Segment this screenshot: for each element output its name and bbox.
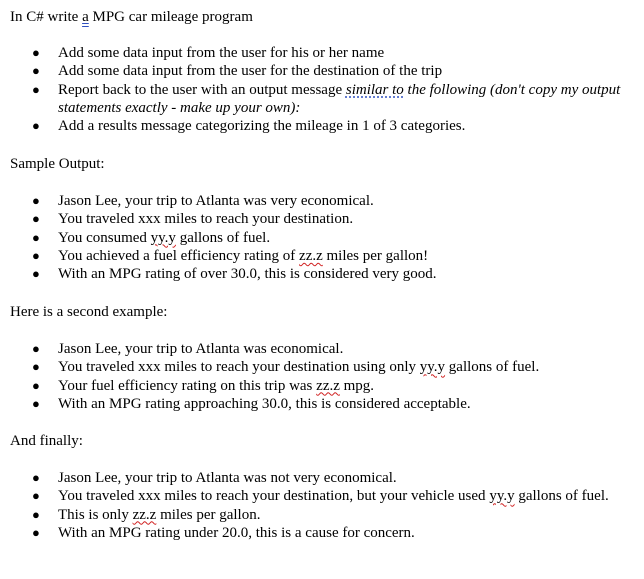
list-item: ● You traveled xxx miles to reach your destination using only yy.y gallons of fuel. — [32, 359, 540, 376]
bullet-icon: ● — [32, 45, 40, 60]
sample-output-heading: Sample Output: — [10, 156, 105, 172]
bullet-icon: ● — [32, 377, 40, 393]
intro-suffix: MPG car mileage program — [88, 9, 253, 25]
bullet-icon: ● — [32, 488, 40, 504]
bullet-icon: ● — [32, 524, 40, 540]
list-item: ● This is only zz.z miles per gallon. — [32, 506, 261, 523]
list-item: ● You achieved a fuel efficiency rating of zz.z miles per gallon! — [32, 247, 429, 264]
list-item: ● Add a results message categorizing the mileage in 1 of 3 categories. — [32, 118, 466, 135]
requirements-list — [10, 44, 630, 135]
bullet-icon: ● — [32, 211, 40, 227]
bullet-icon: ● — [32, 247, 40, 263]
final-heading: And finally: — [10, 433, 83, 449]
list-item: ● You consumed yy.y gallons of fuel. — [32, 229, 271, 246]
second-example-heading: Here is a second example: — [10, 304, 168, 320]
final-example-list — [10, 469, 630, 542]
list-item: ● Jason Lee, your trip to Atlanta was economical. — [32, 341, 344, 357]
similar-to-phrase: similar to — [345, 81, 404, 98]
bullet-icon: ● — [32, 359, 40, 375]
bullet-icon: ● — [32, 193, 40, 208]
bullet-icon: ● — [32, 266, 40, 282]
list-item: ● Add some data input from the user for the destination of the trip — [32, 63, 443, 80]
list-item: ● You traveled xxx miles to reach your destination. — [32, 211, 354, 228]
list-item: ● With an MPG rating under 20.0, this is a cause for concern. — [32, 524, 415, 541]
bullet-icon: ● — [32, 395, 40, 411]
list-item: ● Jason Lee, your trip to Atlanta was very economical. — [32, 193, 374, 209]
bullet-icon: ● — [32, 341, 40, 356]
bullet-icon: ● — [32, 470, 40, 485]
intro-line — [10, 8, 253, 26]
bullet-icon: ● — [32, 506, 40, 522]
intro-article: a — [82, 9, 89, 25]
list-item: ● You traveled xxx miles to reach your destination, but your vehicle used yy.y gallons of fuel. — [32, 488, 609, 505]
list-item: ● With an MPG rating of over 30.0, this is considered very good. — [32, 266, 437, 283]
sample-output-list — [10, 192, 630, 283]
list-item: ● Report back to the user with an output message similar to the following (don't copy my output statements exactly - make up your own): — [32, 81, 621, 116]
bullet-icon: ● — [32, 81, 40, 97]
bullet-icon: ● — [32, 63, 40, 79]
list-item: ● Jason Lee, your trip to Atlanta was not very economical. — [32, 470, 397, 486]
list-item: ● Add some data input from the user for his or her name — [32, 45, 385, 61]
list-item: ● With an MPG rating approaching 30.0, this is considered acceptable. — [32, 395, 471, 412]
intro-prefix: In C# write — [10, 9, 83, 25]
list-item: ● Your fuel efficiency rating on this trip was zz.z mpg. — [32, 377, 375, 394]
second-example-list — [10, 340, 630, 413]
bullet-icon: ● — [32, 118, 40, 134]
bullet-icon: ● — [32, 229, 40, 245]
